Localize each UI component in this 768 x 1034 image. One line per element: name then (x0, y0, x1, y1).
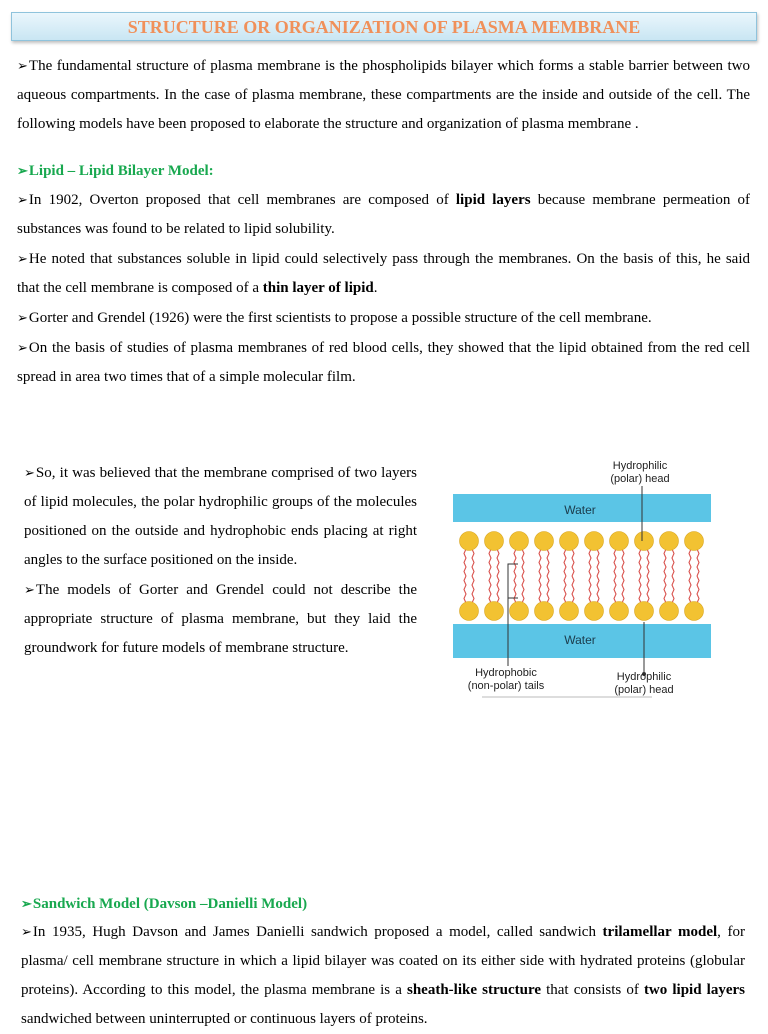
lipid-head (685, 532, 704, 551)
arrow-bullet-icon: ➢ (17, 192, 28, 207)
lipid-head (535, 602, 554, 621)
paragraph-rbc: ➢On the basis of studies of plasma membranes of red blood cells, they showed that the lipid obtained from the red cell spread in area two times that of a simple molecular film. (17, 340, 750, 385)
lipid-tail-pair (564, 576, 574, 603)
arrow-bullet-icon: ➢ (17, 310, 28, 325)
lipid-head (510, 532, 529, 551)
paragraph-overton: ➢In 1902, Overton proposed that cell membranes are composed of lipid layers because membrane permeation of substances was found to be related to lipid solubility. (17, 192, 750, 237)
lipid-head (560, 532, 579, 551)
arrow-bullet-icon: ➢ (17, 163, 28, 178)
arrow-bullet-icon: ➢ (24, 465, 35, 480)
intro-text: The fundamental structure of plasma membrane is the phospholipids bilayer which forms a stable barrier between two aqueous compartments. In the case of plasma membrane, these compartments are the inside and outside of the cell. The following models have been proposed to elaborate the structure and organization of plasma membrane . (17, 58, 750, 132)
lipid-tail-pair (639, 576, 649, 603)
lipid-head (460, 602, 479, 621)
lipid-tail-pair (689, 549, 699, 576)
lipid-tail-pair (464, 549, 474, 576)
water-label-top: Water (564, 503, 596, 517)
lipid-tail-pair (514, 576, 524, 603)
lipid-bilayer-diagram (440, 452, 730, 702)
bilayer-paragraphs (24, 458, 417, 663)
lipid-tail-pair (539, 576, 549, 603)
sandwich-model-paragraph: ➢In 1935, Hugh Davson and James Danielli sandwich proposed a model, called sandwich trilamellar model, for plasma/ cell membrane structure in which a lipid bilayer was coated on its either side with hydrated proteins (globular proteins). According to this model, the plasma membrane is a sheath-like structure that consists of two lipid layers sandwiched between uninterrupted or continuous layers of proteins. (21, 924, 745, 1027)
diagram-label-hydrophobic: Hydrophobic (475, 667, 537, 679)
lipid-tail-pair (514, 549, 524, 576)
lipid-tail-pair (614, 549, 624, 576)
lipid-model-paragraphs (17, 185, 750, 392)
intro-paragraph (17, 51, 750, 139)
paragraph-two-layers: ➢So, it was believed that the membrane comprised of two layers of lipid molecules, the polar hydrophilic groups of the molecules positioned on the outside and hydrophobic ends placing at right angles to the surface positioned on the inside. (24, 465, 417, 568)
lipid-head (685, 602, 704, 621)
sandwich-model-heading (21, 889, 750, 919)
water-label-bottom: Water (564, 633, 596, 647)
lipid-head (585, 532, 604, 551)
diagram-label-hydrophilic-top: Hydrophilic (612, 460, 668, 472)
diagram-label-polar-head-top: (polar) head (610, 473, 670, 485)
lipid-head (610, 602, 629, 621)
tail-bracket (508, 564, 518, 598)
section-heading: Sandwich Model (Davson –Danielli Model) (32, 896, 308, 912)
lipid-model-heading (17, 157, 750, 185)
diagram-label-nonpolar-tails: (non-polar) tails (467, 680, 545, 692)
diagram-label-hydrophilic-bottom: Hydrophilic (616, 671, 672, 683)
lipid-head (660, 532, 679, 551)
lipid-head (460, 532, 479, 551)
diagram-label-polar-head-bottom: (polar) head (614, 684, 674, 696)
arrow-bullet-icon: ➢ (17, 340, 28, 355)
lipid-head (610, 532, 629, 551)
lipid-tail-pair (489, 576, 499, 603)
lipid-head (485, 532, 504, 551)
lipid-head (485, 602, 504, 621)
lipid-tail-pair (614, 576, 624, 603)
paragraph-gorter: ➢Gorter and Grendel (1926) were the first scientists to propose a possible structure of the cell membrane. (17, 310, 652, 326)
page-title: STRUCTURE OR ORGANIZATION OF PLASMA MEMBRANE (11, 12, 757, 41)
lipid-head (535, 532, 554, 551)
lipid-head (660, 602, 679, 621)
arrow-bullet-icon: ➢ (21, 896, 32, 911)
paragraph-groundwork: ➢The models of Gorter and Grendel could not describe the appropriate structure of plasma membrane, but they laid the groundwork for future models of membrane structure. (24, 582, 417, 656)
lipid-tail-pair (539, 549, 549, 576)
arrow-bullet-icon: ➢ (17, 58, 28, 73)
lipid-tail-pair (689, 576, 699, 603)
lipid-tail-pair (589, 549, 599, 576)
lipid-head (585, 602, 604, 621)
lipid-tail-pair (664, 549, 674, 576)
lipid-head (635, 602, 654, 621)
lipid-tail-pair (564, 549, 574, 576)
lipid-head (635, 532, 654, 551)
lipid-head (510, 602, 529, 621)
lipid-tail-pair (464, 576, 474, 603)
arrow-bullet-icon: ➢ (17, 251, 28, 266)
lipid-head (560, 602, 579, 621)
lipid-tail-pair (639, 549, 649, 576)
lipid-tail-pair (489, 549, 499, 576)
section-heading: Lipid – Lipid Bilayer Model: (28, 163, 214, 179)
lipid-tail-pair (664, 576, 674, 603)
arrow-bullet-icon: ➢ (24, 582, 35, 597)
paragraph-thin-layer: ➢He noted that substances soluble in lipid could selectively pass through the membranes. On the basis of this, he said that the cell membrane is composed of a thin layer of lipid. (17, 251, 750, 296)
arrow-bullet-icon: ➢ (21, 924, 32, 939)
lipid-tail-pair (589, 576, 599, 603)
